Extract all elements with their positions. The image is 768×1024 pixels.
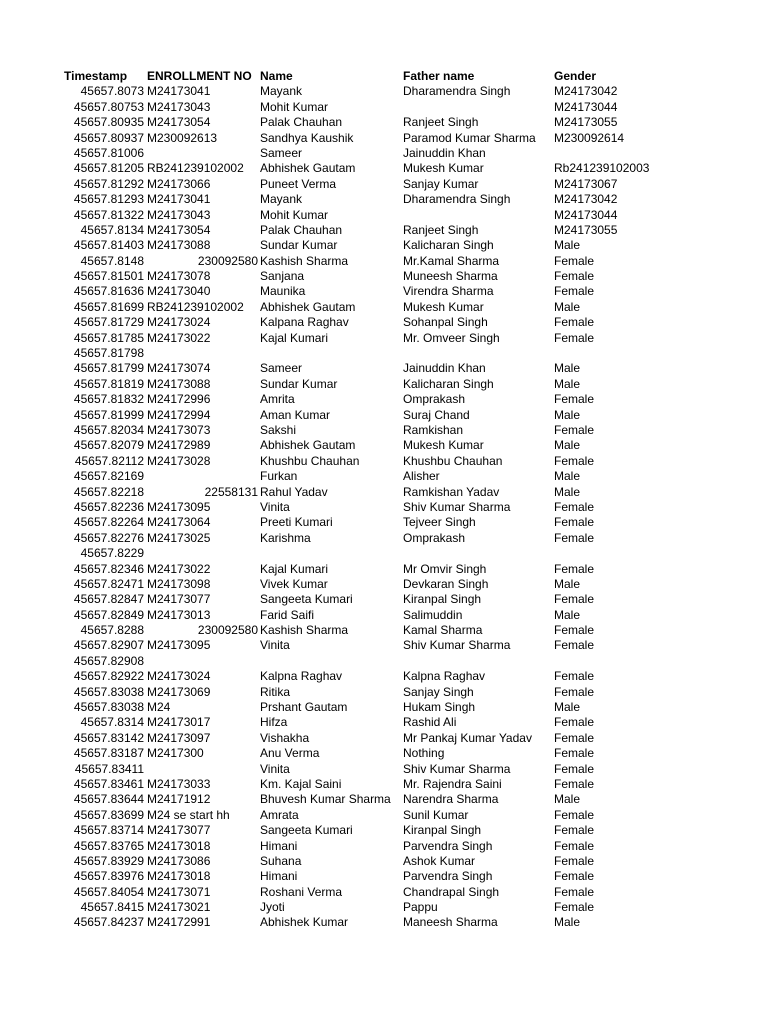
cell-gender: Female (554, 515, 595, 530)
cell-name: Abhishek Kumar (260, 915, 349, 930)
cell-enrollment: M24 (147, 700, 171, 715)
cell-enrollment: 230092580 (197, 623, 258, 638)
header-name: Name (260, 69, 293, 83)
cell-father-name: Omprakash (403, 392, 466, 407)
cell-timestamp: 45657.82471 (73, 576, 144, 591)
cell-name: Mohit Kumar (260, 207, 329, 222)
cell-enrollment: M24172989 (147, 438, 211, 453)
cell-name: Kashish Sharma (260, 623, 349, 638)
cell-father-name: Ranjeet Singh (403, 115, 479, 130)
cell-name: Vinita (260, 499, 290, 514)
cell-name: Hifza (260, 715, 288, 730)
cell-father-name: Khushbu Chauhan (403, 453, 503, 468)
cell-name: Vishakha (260, 730, 310, 745)
cell-father-name: Maneesh Sharma (403, 915, 498, 930)
cell-father-name: Parvendra Singh (403, 838, 493, 853)
cell-father-name: Paramod Kumar Sharma (403, 130, 536, 145)
cell-enrollment: M24173028 (147, 453, 211, 468)
cell-father-name: Tejveer Singh (403, 515, 476, 530)
cell-enrollment: M24173095 (147, 638, 211, 653)
cell-gender: Female (554, 884, 595, 899)
cell-timestamp: 45657.8229 (80, 546, 144, 561)
cell-gender: Male (554, 407, 581, 422)
cell-name: Sameer (260, 145, 303, 160)
cell-enrollment: M24173078 (147, 269, 211, 284)
cell-father-name: Mukesh Kumar (403, 438, 484, 453)
cell-name: Amrita (260, 392, 295, 407)
cell-father-name: Ramkishan Yadav (403, 484, 500, 499)
cell-enrollment: M24173043 (147, 99, 211, 114)
cell-name: Abhishek Gautam (260, 299, 356, 314)
cell-timestamp: 45657.83038 (73, 700, 144, 715)
cell-gender: Male (554, 361, 581, 376)
cell-enrollment: M24173024 (147, 315, 211, 330)
cell-father-name: Narendra Sharma (403, 792, 499, 807)
cell-enrollment: M24173095 (147, 499, 211, 514)
cell-enrollment: M24173073 (147, 422, 211, 437)
cell-enrollment: M24173024 (147, 669, 211, 684)
cell-gender: Male (554, 438, 581, 453)
header-enrollment: ENROLLMENT NO (147, 69, 252, 83)
cell-enrollment: M24173022 (147, 561, 211, 576)
cell-timestamp: 45657.81785 (73, 330, 144, 345)
cell-name: Kalpana Raghav (260, 315, 349, 330)
cell-enrollment: M24173025 (147, 530, 211, 545)
cell-timestamp: 45657.81501 (73, 269, 144, 284)
cell-name: Abhishek Gautam (260, 161, 356, 176)
cell-gender: Male (554, 700, 581, 715)
cell-gender: Male (554, 576, 581, 591)
cell-father-name: Omprakash (403, 530, 466, 545)
cell-enrollment: M24173040 (147, 284, 211, 299)
cell-timestamp: 45657.82849 (73, 607, 144, 622)
cell-timestamp: 45657.83929 (73, 853, 144, 868)
cell-gender: Female (554, 900, 595, 915)
cell-enrollment: M24173086 (147, 853, 211, 868)
cell-gender: Male (554, 299, 581, 314)
cell-gender: Female (554, 269, 595, 284)
cell-gender: M24173044 (554, 99, 618, 114)
cell-father-name: Dharamendra Singh (403, 192, 511, 207)
cell-enrollment: RB241239102002 (147, 299, 244, 314)
cell-gender: Female (554, 730, 595, 745)
cell-gender: Female (554, 669, 595, 684)
cell-timestamp: 45657.83765 (73, 838, 144, 853)
cell-father-name: Mr. Rajendra Saini (403, 776, 502, 791)
cell-father-name: Devkaran Singh (403, 576, 489, 591)
cell-father-name: Ramkishan (403, 422, 464, 437)
cell-enrollment: M24173018 (147, 838, 211, 853)
cell-gender: Female (554, 561, 595, 576)
cell-father-name: Ashok Kumar (403, 853, 476, 868)
cell-enrollment: M24173088 (147, 238, 211, 253)
cell-name: Roshani Verma (260, 884, 343, 899)
cell-enrollment: M24173018 (147, 869, 211, 884)
cell-father-name: Mr. Omveer Singh (403, 330, 500, 345)
cell-father-name: Kalicharan Singh (403, 238, 494, 253)
cell-enrollment: M24173088 (147, 376, 211, 391)
cell-enrollment: M24173054 (147, 115, 211, 130)
cell-name: Mayank (260, 192, 303, 207)
cell-name: Vinita (260, 761, 290, 776)
cell-father-name: Kalpna Raghav (403, 669, 486, 684)
cell-name: Bhuvesh Kumar Sharma (260, 792, 391, 807)
cell-name: Sakshi (260, 422, 297, 437)
cell-father-name: Alisher (403, 469, 440, 484)
cell-timestamp: 45657.82218 (73, 484, 144, 499)
cell-gender: Male (554, 376, 581, 391)
cell-gender: Female (554, 284, 595, 299)
cell-enrollment: M24173013 (147, 607, 211, 622)
cell-gender: Female (554, 807, 595, 822)
cell-timestamp: 45657.83038 (73, 684, 144, 699)
cell-gender: Male (554, 607, 581, 622)
cell-enrollment: M24 se start hh (147, 807, 230, 822)
cell-timestamp: 45657.83461 (73, 776, 144, 791)
cell-name: Puneet Verma (260, 176, 337, 191)
cell-timestamp: 45657.81699 (73, 299, 144, 314)
cell-gender: Female (554, 838, 595, 853)
cell-timestamp: 45657.82079 (73, 438, 144, 453)
cell-father-name: Parvendra Singh (403, 869, 493, 884)
cell-timestamp: 45657.80935 (73, 115, 144, 130)
cell-timestamp: 45657.82922 (73, 669, 144, 684)
cell-name: Maunika (260, 284, 306, 299)
cell-enrollment: M24173054 (147, 222, 211, 237)
cell-timestamp: 45657.81205 (73, 161, 144, 176)
cell-father-name: Pappu (403, 900, 438, 915)
cell-enrollment: M24173069 (147, 684, 211, 699)
cell-gender: Male (554, 915, 581, 930)
cell-timestamp: 45657.81293 (73, 192, 144, 207)
cell-timestamp: 45657.84054 (73, 884, 144, 899)
cell-name: Kajal Kumari (260, 330, 329, 345)
cell-name: Prshant Gautam (260, 700, 348, 715)
cell-enrollment: M24173033 (147, 776, 211, 791)
cell-name: Sandhya Kaushik (260, 130, 354, 145)
cell-timestamp: 45657.83699 (73, 807, 144, 822)
cell-gender: Female (554, 330, 595, 345)
cell-name: Km. Kajal Saini (260, 776, 342, 791)
cell-timestamp: 45657.81729 (73, 315, 144, 330)
cell-name: Suhana (260, 853, 302, 868)
cell-enrollment: M24172994 (147, 407, 211, 422)
cell-timestamp: 45657.8288 (80, 623, 144, 638)
cell-timestamp: 45657.81799 (73, 361, 144, 376)
cell-gender: Male (554, 484, 581, 499)
cell-timestamp: 45657.8148 (80, 253, 144, 268)
cell-timestamp: 45657.82236 (73, 499, 144, 514)
cell-name: Kashish Sharma (260, 253, 349, 268)
cell-gender: Female (554, 869, 595, 884)
cell-enrollment: M24173017 (147, 715, 211, 730)
cell-gender: Female (554, 623, 595, 638)
cell-gender: Male (554, 238, 581, 253)
cell-father-name: Nothing (403, 746, 445, 761)
cell-name: Aman Kumar (260, 407, 331, 422)
cell-enrollment: 230092580 (197, 253, 258, 268)
cell-enrollment: M230092613 (147, 130, 218, 145)
cell-father-name: Ranjeet Singh (403, 222, 479, 237)
cell-father-name: Jainuddin Khan (403, 145, 486, 160)
cell-father-name: Shiv Kumar Sharma (403, 761, 511, 776)
cell-father-name: Mr Omvir Singh (403, 561, 487, 576)
cell-gender: M24173055 (554, 115, 618, 130)
cell-father-name: Sanjay Singh (403, 684, 474, 699)
cell-enrollment: M24173098 (147, 576, 211, 591)
cell-gender: Female (554, 315, 595, 330)
header-timestamp: Timestamp (64, 69, 128, 83)
cell-enrollment: M24173097 (147, 730, 211, 745)
cell-gender: M230092614 (554, 130, 625, 145)
cell-timestamp: 45657.82276 (73, 530, 144, 545)
cell-timestamp: 45657.81819 (73, 376, 144, 391)
cell-father-name: Mukesh Kumar (403, 161, 484, 176)
cell-timestamp: 45657.82112 (74, 453, 144, 468)
cell-name: Farid Saifi (260, 607, 315, 622)
cell-gender: Female (554, 592, 595, 607)
cell-gender: Female (554, 746, 595, 761)
cell-father-name: Dharamendra Singh (403, 84, 511, 99)
cell-timestamp: 45657.8134 (80, 222, 144, 237)
cell-name: Sundar Kumar (260, 238, 338, 253)
cell-gender: Female (554, 823, 595, 838)
cell-father-name: Sohanpal Singh (403, 315, 488, 330)
cell-enrollment: M24173066 (147, 176, 211, 191)
cell-gender: Female (554, 530, 595, 545)
cell-father-name: Kiranpal Singh (403, 592, 482, 607)
cell-name: Ritika (260, 684, 291, 699)
cell-timestamp: 45657.81292 (73, 176, 144, 191)
cell-timestamp: 45657.81798 (73, 346, 144, 361)
cell-name: Palak Chauhan (260, 115, 343, 130)
cell-enrollment: M24173043 (147, 207, 211, 222)
cell-gender: Male (554, 469, 581, 484)
cell-father-name: Kamal Sharma (403, 623, 483, 638)
cell-timestamp: 45657.8314 (80, 715, 144, 730)
header-gender: Gender (554, 69, 597, 83)
cell-enrollment: M24173077 (147, 823, 211, 838)
header-father-name: Father name (403, 69, 475, 83)
cell-father-name: Mr Pankaj Kumar Yadav (403, 730, 532, 745)
cell-father-name: Suraj Chand (403, 407, 470, 422)
cell-father-name: Hukam Singh (403, 700, 476, 715)
cell-timestamp: 45657.82034 (73, 422, 144, 437)
cell-name: Rahul Yadav (260, 484, 328, 499)
cell-timestamp: 45657.80937 (73, 130, 144, 145)
cell-name: Vivek Kumar (260, 576, 328, 591)
cell-timestamp: 45657.83411 (74, 761, 144, 776)
cell-name: Kalpna Raghav (260, 669, 343, 684)
cell-enrollment: M24173021 (147, 900, 211, 915)
cell-gender: Female (554, 638, 595, 653)
cell-name: Jyoti (260, 900, 285, 915)
cell-name: Karishma (260, 530, 311, 545)
cell-father-name: Mr.Kamal Sharma (403, 253, 500, 268)
cell-timestamp: 45657.81832 (73, 392, 144, 407)
cell-timestamp: 45657.83644 (73, 792, 144, 807)
cell-timestamp: 45657.82907 (73, 638, 144, 653)
cell-gender: Female (554, 422, 595, 437)
cell-name: Himani (260, 869, 298, 884)
cell-father-name: Shiv Kumar Sharma (403, 499, 511, 514)
cell-timestamp: 45657.81999 (73, 407, 144, 422)
cell-gender: Female (554, 715, 595, 730)
cell-gender: Rb241239102003 (554, 161, 650, 176)
cell-enrollment: M2417300 (147, 746, 204, 761)
cell-enrollment: M24172991 (147, 915, 211, 930)
cell-timestamp: 45657.84237 (73, 915, 144, 930)
cell-timestamp: 45657.8073 (80, 84, 144, 99)
cell-gender: Female (554, 761, 595, 776)
cell-name: Furkan (260, 469, 298, 484)
cell-gender: M24173055 (554, 222, 618, 237)
cell-timestamp: 45657.83976 (73, 869, 144, 884)
cell-name: Sangeeta Kumari (260, 823, 353, 838)
cell-name: Kajal Kumari (260, 561, 329, 576)
cell-name: Sundar Kumar (260, 376, 338, 391)
cell-timestamp: 45657.82847 (73, 592, 144, 607)
cell-father-name: Sunil Kumar (403, 807, 469, 822)
cell-gender: Female (554, 253, 595, 268)
cell-father-name: Jainuddin Khan (403, 361, 486, 376)
cell-gender: Female (554, 776, 595, 791)
cell-gender: Female (554, 499, 595, 514)
cell-father-name: Chandrapal Singh (403, 884, 500, 899)
cell-enrollment: M24173077 (147, 592, 211, 607)
cell-father-name: Virendra Sharma (403, 284, 494, 299)
cell-enrollment: M24173071 (147, 884, 211, 899)
cell-father-name: Salimuddin (403, 607, 463, 622)
cell-timestamp: 45657.83142 (73, 730, 144, 745)
cell-enrollment: M24173022 (147, 330, 211, 345)
cell-gender: Female (554, 392, 595, 407)
cell-name: Khushbu Chauhan (260, 453, 360, 468)
cell-timestamp: 45657.83714 (73, 823, 144, 838)
cell-timestamp: 45657.82346 (73, 561, 144, 576)
cell-name: Palak Chauhan (260, 222, 343, 237)
cell-gender: Male (554, 792, 581, 807)
cell-father-name: Kalicharan Singh (403, 376, 494, 391)
cell-gender: M24173042 (554, 192, 618, 207)
cell-gender: M24173042 (554, 84, 618, 99)
cell-timestamp: 45657.82169 (73, 469, 144, 484)
cell-gender: Female (554, 453, 595, 468)
cell-timestamp: 45657.81636 (73, 284, 144, 299)
cell-father-name: Sanjay Kumar (403, 176, 479, 191)
cell-name: Vinita (260, 638, 290, 653)
cell-timestamp: 45657.83187 (73, 746, 144, 761)
cell-enrollment: M24172996 (147, 392, 211, 407)
cell-gender: Female (554, 684, 595, 699)
cell-father-name: Kiranpal Singh (403, 823, 482, 838)
cell-timestamp: 45657.81403 (73, 238, 144, 253)
cell-enrollment: M24173074 (147, 361, 211, 376)
cell-father-name: Rashid Ali (403, 715, 457, 730)
cell-name: Sangeeta Kumari (260, 592, 353, 607)
cell-enrollment: 22558131 (204, 484, 258, 499)
cell-name: Mohit Kumar (260, 99, 329, 114)
cell-timestamp: 45657.82264 (73, 515, 144, 530)
cell-father-name: Mukesh Kumar (403, 299, 484, 314)
cell-name: Anu Verma (260, 746, 320, 761)
cell-gender: M24173044 (554, 207, 618, 222)
cell-name: Preeti Kumari (260, 515, 333, 530)
cell-enrollment: RB241239102002 (147, 161, 244, 176)
cell-gender: M24173067 (554, 176, 618, 191)
cell-enrollment: M24173041 (147, 84, 211, 99)
cell-enrollment: M24173064 (147, 515, 211, 530)
cell-name: Abhishek Gautam (260, 438, 356, 453)
cell-name: Amrata (260, 807, 299, 822)
cell-father-name: Shiv Kumar Sharma (403, 638, 511, 653)
cell-gender: Female (554, 853, 595, 868)
cell-timestamp: 45657.82908 (73, 653, 144, 668)
cell-enrollment: M24173041 (147, 192, 211, 207)
cell-timestamp: 45657.81322 (73, 207, 144, 222)
cell-name: Himani (260, 838, 298, 853)
cell-father-name: Muneesh Sharma (403, 269, 498, 284)
cell-name: Mayank (260, 84, 303, 99)
cell-timestamp: 45657.81006 (73, 145, 144, 160)
cell-name: Sanjana (260, 269, 305, 284)
cell-enrollment: M24171912 (147, 792, 211, 807)
cell-timestamp: 45657.8415 (80, 900, 144, 915)
cell-name: Sameer (260, 361, 303, 376)
cell-timestamp: 45657.80753 (73, 99, 144, 114)
